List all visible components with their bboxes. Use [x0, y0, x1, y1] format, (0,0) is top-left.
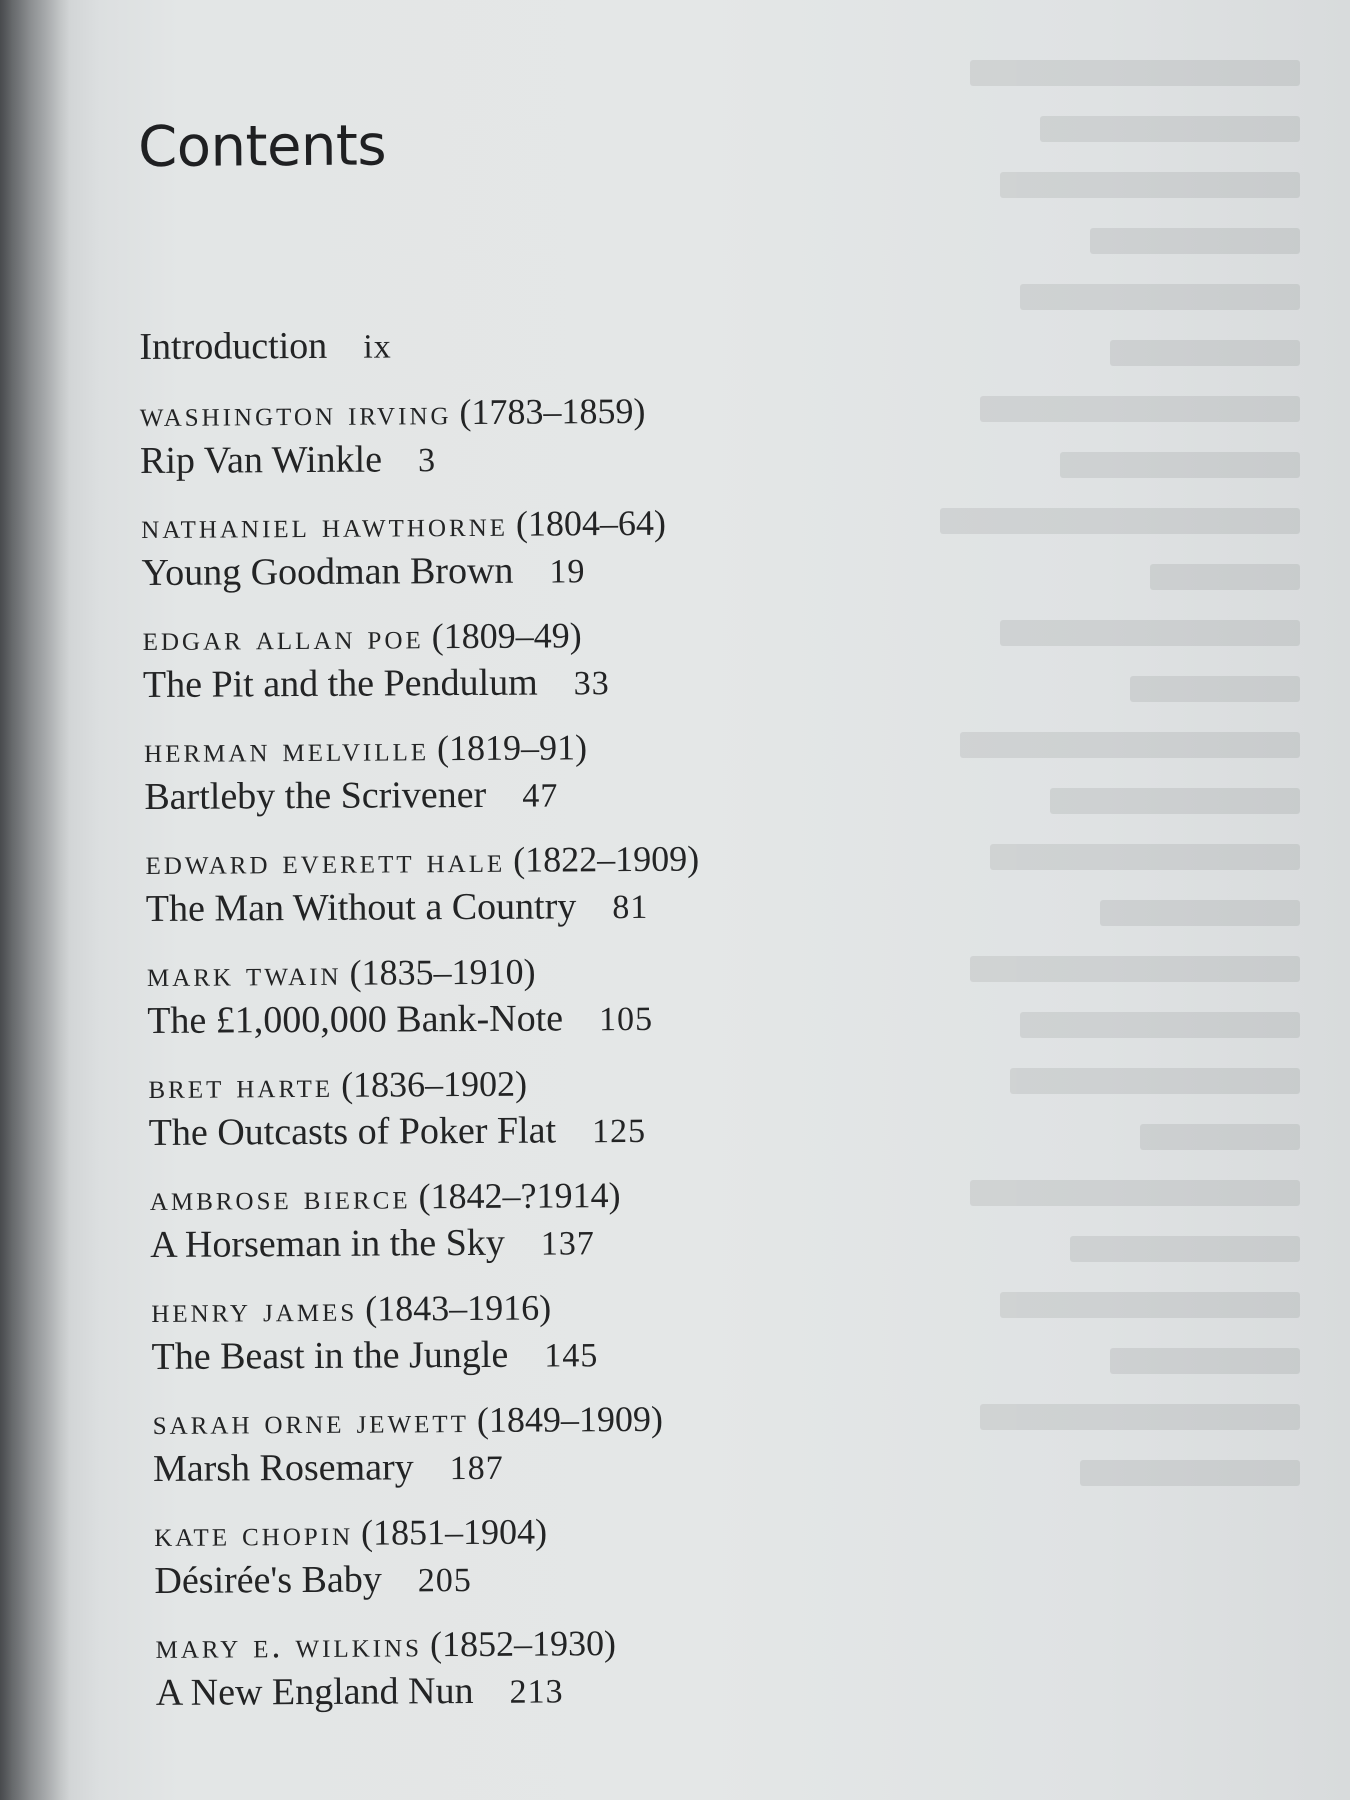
- author-line: [145, 834, 1045, 883]
- author-name: mary e. wilkins: [155, 1624, 423, 1666]
- author-name: bret harte: [148, 1064, 334, 1106]
- page-title: Contents: [137, 113, 387, 181]
- story-page-number: 19: [549, 553, 586, 591]
- story-line: [147, 990, 1047, 1047]
- author-dates: (1835–1910): [349, 951, 536, 993]
- story-line: [141, 543, 1041, 600]
- toc-entry: [143, 610, 1044, 711]
- story-title: The Pit and the Pendulum: [142, 661, 538, 706]
- story-title: Désirée's Baby: [154, 1558, 382, 1602]
- story-title: Bartleby the Scrivener: [144, 773, 487, 818]
- story-title: The Beast in the Jungle: [151, 1333, 509, 1378]
- introduction-title: Introduction: [139, 324, 328, 369]
- story-title: A New England Nun: [155, 1669, 474, 1714]
- author-name: sarah orne jewett: [152, 1400, 470, 1442]
- author-line: [151, 1282, 1051, 1331]
- story-title: The Man Without a Country: [145, 885, 577, 930]
- author-dates: (1849–1909): [476, 1398, 664, 1440]
- author-dates: (1822–1909): [513, 838, 700, 880]
- author-line: [140, 387, 1040, 436]
- author-line: [144, 722, 1044, 771]
- author-name: mark twain: [146, 952, 342, 994]
- story-line: [144, 766, 1044, 823]
- toc-entry: [151, 1282, 1052, 1383]
- toc-entry: [147, 946, 1048, 1047]
- author-line: [155, 1618, 1055, 1667]
- author-dates: (1809–49): [431, 615, 582, 657]
- author-name: edward everett hale: [145, 839, 506, 882]
- author-dates: (1836–1902): [340, 1063, 528, 1105]
- toc-entry: [141, 499, 1042, 600]
- story-title: A Horseman in the Sky: [149, 1221, 505, 1266]
- story-page-number: 213: [509, 1673, 564, 1711]
- toc-entry: [140, 387, 1041, 488]
- author-dates: (1843–1916): [365, 1287, 552, 1329]
- story-page-number: 125: [591, 1112, 647, 1151]
- author-line: [154, 1506, 1054, 1555]
- toc-entry: [154, 1506, 1055, 1607]
- story-page-number: 205: [417, 1562, 472, 1600]
- author-line: [150, 1170, 1050, 1219]
- author-line: [143, 610, 1043, 659]
- story-page-number: 47: [522, 777, 559, 815]
- author-dates: (1783–1859): [459, 390, 646, 433]
- story-line: [153, 1438, 1053, 1495]
- story-title: Rip Van Winkle: [139, 438, 383, 483]
- story-title: The Outcasts of Poker Flat: [148, 1109, 557, 1154]
- author-dates: (1842–?1914): [418, 1175, 621, 1217]
- author-line: [148, 1058, 1048, 1107]
- author-name: henry james: [151, 1288, 358, 1330]
- story-line: [140, 431, 1040, 488]
- author-name: washington irving: [139, 392, 452, 435]
- story-title: Young Goodman Brown: [141, 549, 514, 594]
- story-title: Marsh Rosemary: [152, 1446, 414, 1490]
- introduction-page-number: ix: [363, 328, 392, 366]
- author-name: ambrose bierce: [149, 1176, 411, 1218]
- toc-entry: [155, 1618, 1056, 1719]
- author-name: kate chopin: [154, 1512, 354, 1554]
- story-line: [154, 1550, 1054, 1607]
- story-line: [156, 1662, 1056, 1719]
- story-line: [143, 654, 1043, 711]
- author-dates: (1851–1904): [360, 1511, 548, 1553]
- toc-entry: [144, 722, 1045, 823]
- story-page-number: 137: [540, 1225, 595, 1263]
- author-dates: (1804–64): [515, 502, 667, 544]
- author-dates: (1819–91): [436, 727, 588, 769]
- story-title: The £1,000,000 Bank-Note: [147, 997, 564, 1042]
- author-name: nathaniel hawthorne: [141, 503, 509, 546]
- author-dates: (1852–1930): [429, 1623, 617, 1665]
- author-line: [141, 499, 1041, 548]
- toc-entry: [145, 834, 1046, 935]
- story-line: [150, 1214, 1050, 1271]
- story-page-number: 187: [449, 1449, 504, 1488]
- story-page-number: 33: [573, 665, 610, 703]
- story-page-number: 81: [612, 888, 649, 927]
- toc-entry: [150, 1170, 1051, 1271]
- author-name: edgar allan poe: [142, 616, 424, 658]
- story-page-number: 145: [544, 1337, 599, 1375]
- author-line: [147, 946, 1047, 995]
- toc-entry: [148, 1058, 1049, 1159]
- author-name: herman melville: [143, 728, 430, 770]
- story-page-number: 3: [417, 442, 437, 480]
- story-line: [146, 878, 1046, 935]
- introduction-entry: [139, 323, 392, 369]
- story-line: [149, 1102, 1049, 1159]
- author-line: [153, 1394, 1053, 1443]
- story-line: [151, 1326, 1051, 1383]
- story-page-number: 105: [598, 1000, 654, 1039]
- toc-entry: [153, 1394, 1054, 1495]
